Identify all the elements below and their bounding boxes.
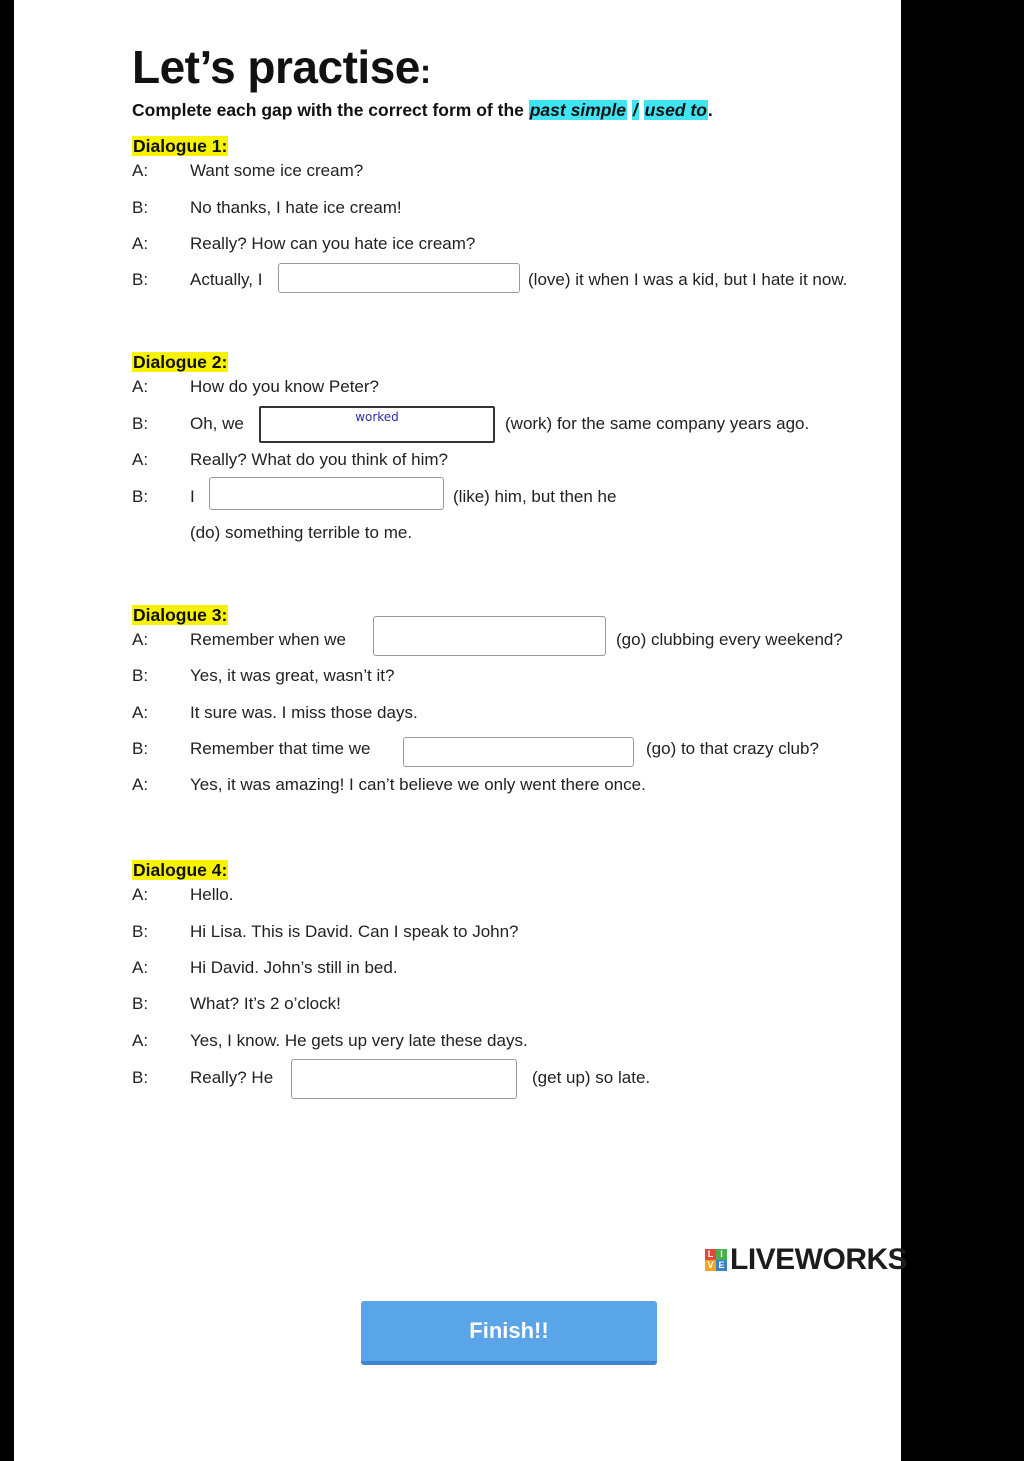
line-text-after: (like) him, but then he [453,487,617,506]
speaker-label: B: [132,487,149,506]
line-text: (do) something terrible to me. [190,523,413,542]
line-text: No thanks, I hate ice cream! [190,198,402,217]
dialogue-2-heading: Dialogue 2: [133,352,228,372]
gap-input-work[interactable]: worked [259,406,495,443]
dialogue-4-line-1 [132,881,892,911]
speaker-label: B: [132,198,149,217]
speaker-label: B: [132,270,149,289]
line-text-after: (work) for the same company years ago. [505,414,810,433]
dialogue-4-line-2 [132,918,892,948]
dialogue-3-line-3 [132,699,892,729]
speaker-label: B: [132,739,149,758]
dialogue-3-line-2 [132,662,892,692]
line-text-after: (love) it when I was a kid, but I hate it now. [528,270,848,289]
line-text: Remember that time we [190,739,371,758]
line-text: Yes, it was amazing! I can’t believe we only went there once. [190,775,646,794]
speaker-label: A: [132,885,149,904]
speaker-label: A: [132,1031,149,1050]
dialogue-2-line-2 [132,410,892,440]
speaker-label: B: [132,994,149,1013]
gap-input-go-clubbing[interactable] [373,616,606,656]
liveworks-logo-icon: L I V E [705,1249,727,1271]
dialogue-1-line-1 [132,157,892,187]
line-text: How do you know Peter? [190,377,379,396]
dialogue-3-line-4 [132,735,892,765]
dialogue-4-line-4 [132,990,892,1020]
dialogue-2-line-4 [132,483,892,513]
line-text: Hello. [190,885,234,904]
line-text: Want some ice cream? [190,161,364,180]
line-text: I [190,487,195,506]
line-text: Hi David. John’s still in bed. [190,958,398,977]
gap-input-get-up[interactable] [291,1059,517,1099]
dialogue-1-heading: Dialogue 1: [133,136,228,156]
speaker-label: A: [132,377,149,396]
line-text: Yes, I know. He gets up very late these days. [190,1031,528,1050]
line-text: Remember when we [190,630,346,649]
liveworks-logo [705,1243,908,1277]
line-text: Yes, it was great, wasn’t it? [190,666,395,685]
dialogue-2-line-5 [132,519,892,549]
speaker-label: A: [132,775,149,794]
dialogue-1-line-3 [132,230,892,260]
line-text: Actually, I [190,270,263,289]
dialogue-1-line-4 [132,266,892,296]
instruction-text: Complete each gap with the correct form of the past simple / used to. [132,100,713,120]
worksheet-page [14,0,908,1461]
speaker-label: B: [132,922,149,941]
dialogue-3-line-1 [132,626,892,656]
gap-input-go-club[interactable] [403,737,634,767]
line-text: Oh, we [190,414,244,433]
speaker-label: A: [132,703,149,722]
line-text: Really? What do you think of him? [190,450,448,469]
finish-button[interactable]: Finish!! [361,1301,657,1365]
gap-input-love[interactable] [278,263,520,293]
line-text-after: (go) clubbing every weekend? [616,630,843,649]
dialogue-3-line-5 [132,771,892,801]
speaker-label: B: [132,1068,149,1087]
dialogue-4-line-3 [132,954,892,984]
line-text: Really? How can you hate ice cream? [190,234,476,253]
speaker-label: B: [132,414,149,433]
line-text-after: (get up) so late. [532,1068,651,1087]
speaker-label: A: [132,630,149,649]
line-text: Hi Lisa. This is David. Can I speak to John? [190,922,519,941]
dialogue-4-heading: Dialogue 4: [133,860,228,880]
dialogue-4-line-5 [132,1027,892,1057]
line-text-after: (go) to that crazy club? [646,739,819,758]
speaker-label: A: [132,450,149,469]
speaker-label: A: [132,161,149,180]
dialogue-2-line-1 [132,373,892,403]
dialogue-3-heading: Dialogue 3: [133,605,228,625]
dialogue-4-line-6 [132,1064,892,1094]
line-text: Really? He [190,1068,274,1087]
gap-input-like[interactable] [209,477,444,510]
speaker-label: A: [132,958,149,977]
dialogue-1-line-2 [132,194,892,224]
line-text: It sure was. I miss those days. [190,703,418,722]
dialogue-2-line-3 [132,446,892,476]
line-text: What? It’s 2 o’clock! [190,994,341,1013]
page-title: Let’s practise: [132,41,431,93]
speaker-label: B: [132,666,149,685]
speaker-label: A: [132,234,149,253]
liveworks-logo-text: LIVEWORKS [730,1243,908,1276]
